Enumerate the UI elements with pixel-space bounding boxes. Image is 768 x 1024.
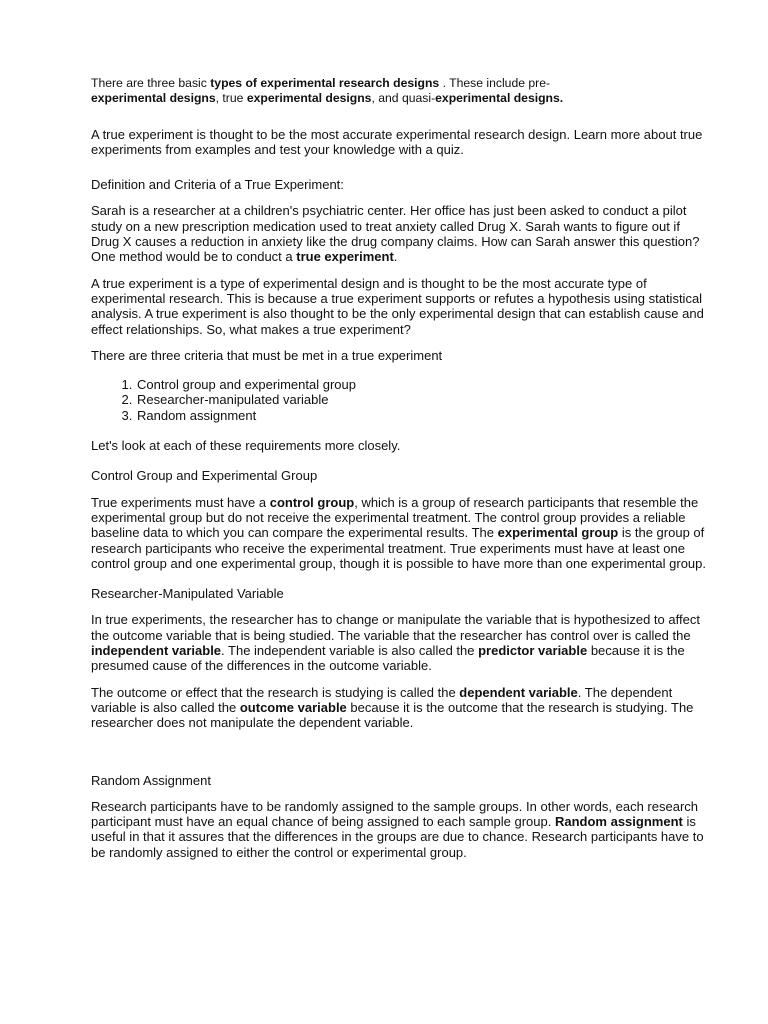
criteria-item: 1. Control group and experimental group (136, 377, 708, 392)
random-text-2: is useful in that it assures that the differences in the groups are due to chance. Research participants have to be randomly assigned to either the control or experimental group. (91, 814, 704, 860)
outcome-bold-dependent-variable: dependent variable (459, 684, 578, 700)
intro-text-2: . These include pre- (439, 76, 551, 90)
manipulated-text-3: because it is the presumed cause of the differences in the outcome variable. (91, 643, 685, 674)
random-bold-random-assignment: Random assignment (554, 814, 683, 830)
manipulated-paragraph (91, 612, 708, 673)
manipulated-heading: Researcher-Manipulated Variable (91, 586, 284, 602)
intro-text-4: , and quasi- (371, 91, 436, 106)
control-paragraph (91, 495, 708, 571)
intro-bold-experimental-designs-1: experimental designs (91, 91, 216, 106)
control-text-1: True experiments must have a (91, 494, 270, 510)
random-paragraph (91, 799, 708, 860)
criteria-item: 2. Researcher-manipulated variable (136, 392, 708, 407)
criteria-item: 3. Random assignment (136, 408, 708, 423)
sarah-text-1: Sarah is a researcher at a children's psychiatric center. Her office has just been asked to conduct a pilot study on a new prescription medication used to treat anxiety called Drug X. Sarah wants to figure out if Drug X causes a reduction in anxiety like the drug company claims. How can Sarah answer this question? One method would be to conduct a (91, 203, 700, 265)
control-text-3: is the group of research participants who receive the experimental treatment. True experiments must have at least one control group and one experimental group, though it is possible to have more than one experimental group. (91, 525, 706, 571)
manipulated-text-1: In true experiments, the researcher has to change or manipulate the variable that is hypothesized to affect the outcome variable that is being studied. The variable that the researcher has control over is called the (91, 612, 700, 643)
random-text-1: Research participants have to be randomly assigned to the sample groups. In other words, each research participant must have an equal chance of being assigned to each sample group. (91, 798, 699, 830)
definition-heading: Definition and Criteria of a True Experiment: (91, 177, 344, 193)
outcome-text-1: The outcome or effect that the research is studying is called the (91, 684, 460, 700)
random-heading: Random Assignment (91, 772, 211, 788)
intro-bold-experimental-designs-2: experimental designs (246, 91, 372, 106)
intro-bold-experimental-designs-3: experimental designs. (435, 91, 564, 106)
control-bold-control-group: control group (269, 494, 355, 510)
control-heading: Control Group and Experimental Group (91, 468, 318, 484)
sarah-bold-true-experiment: true experiment (296, 249, 394, 265)
control-text-2: , which is a group of research participants that resemble the experimental group but do not receive the experimental treatment. The control group provides a reliable baseline data to which you can compare the experimental results. The (91, 494, 699, 541)
intro-bold-types: types of experimental research designs (210, 76, 440, 90)
look-closely-text: Let's look at each of these requirements more closely. (91, 438, 401, 454)
manipulated-text-2: . The independent variable is also called the (221, 643, 479, 659)
true-experiment-definition: A true experiment is a type of experimental design and is thought to be the most accurate type of experimental research. This is because a true experiment supports or refutes a hypothesis using statistical analysis. A true experiment is also thought to be the only experimental design that can establish cause and effect relationships. So, what makes a true experiment? (91, 275, 704, 337)
outcome-text-3: because it is the outcome that the research is studying. The researcher does not manipulate the dependent variable. (91, 699, 694, 731)
outcome-paragraph (91, 685, 708, 731)
true-experiment-intro: A true experiment is thought to be the most accurate experimental research design. Learn more about true experiments from examples and test your knowledge with a quiz. (91, 126, 703, 157)
intro-paragraph (91, 76, 708, 107)
criteria-intro: There are three criteria that must be met in a true experiment (91, 347, 443, 363)
outcome-bold-outcome-variable: outcome variable (239, 699, 347, 715)
intro-text-1: There are three basic (91, 76, 211, 90)
criteria-list (91, 377, 708, 423)
intro-text-3: , true (215, 91, 247, 106)
manipulated-bold-predictor-variable: predictor variable (478, 643, 588, 659)
manipulated-bold-independent-variable: independent variable (91, 643, 222, 659)
sarah-text-2: . (393, 249, 398, 265)
sarah-paragraph (91, 203, 708, 264)
control-bold-experimental-group: experimental group (497, 525, 619, 541)
outcome-text-2: . The dependent variable is also called the (91, 684, 673, 715)
